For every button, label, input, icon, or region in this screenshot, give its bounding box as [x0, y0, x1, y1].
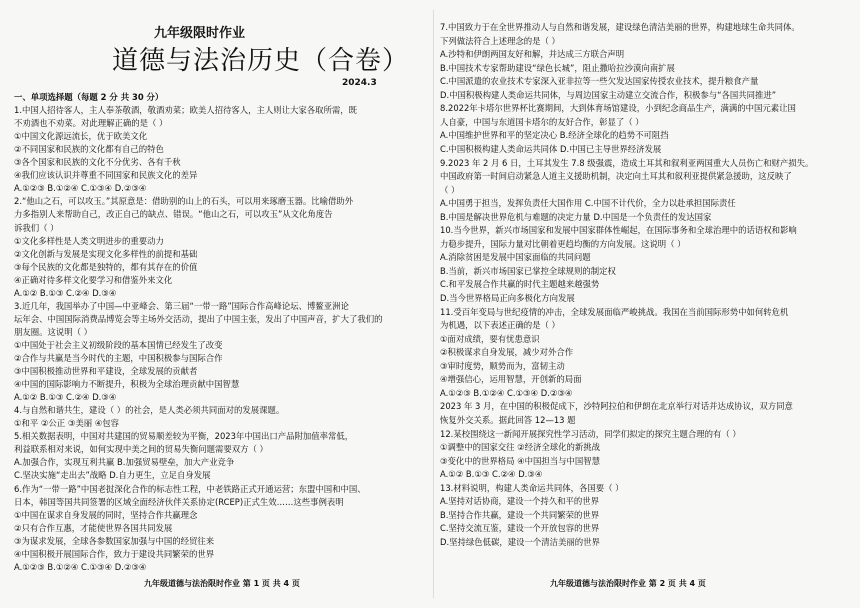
exam-date: 2024.3 — [342, 78, 377, 88]
page-1-line: ④中国积极开展国际合作，致力于建设共同繁荣的世界 — [14, 548, 215, 559]
page-2-line: （ ） — [440, 184, 460, 195]
page-2-line: ②积极谋求自身发展，减少对外合作 — [440, 347, 574, 358]
page-1-line: ④正确对待多样文化要学习和借鉴外来文化 — [14, 274, 173, 285]
page-1-line: 一、单项选择题（每题 2 分 共 30 分） — [14, 92, 164, 102]
page-1-line: 5.相关数据表明，中国对共建国的贸易顺差较为平衡，2023年中国出口产品附加值率常低， — [14, 431, 354, 442]
page-2-line: C.坚持交流互鉴，建设一个开放包容的世界 — [440, 523, 600, 534]
page-1-line: 坛年会、中国国际消费品博览会等主场外交活动，提出了中国主张，发出了中国声音，扩大了我们的 — [14, 313, 383, 324]
page-2-line: ③审时度势，顺势而为，富韧主动 — [440, 360, 565, 371]
page-1-line: A.①②③ B.①②④ C.①③④ D.②③④ — [14, 183, 147, 194]
page-2-line: 下列做法符合上述理念的是（ ） — [440, 35, 560, 46]
page-2-line: A.中国维护世界和平的坚定决心 B.经济全球化的趋势不可阻挡 — [440, 130, 669, 141]
page-2-line: 10.当今世界，新兴市场国家和发展中国家群体性崛起，在国际事务和全球治理中的话语权和影响 — [440, 225, 797, 236]
page-2-line: D.当今世界格局正向多极化方向发展 — [440, 293, 575, 303]
page-2-line: D.中国积极构建人类命运共同体，与周边国家主动建立交流合作，积极参与“各国共同推进” — [440, 89, 777, 100]
page-2-line: A.中国勇于担当，发挥负责任大国作用 C.中国不计代价，全力以赴承担国际责任 — [440, 198, 736, 209]
page-1-line: ②只有合作互惠，才能使世界各国共同发展 — [14, 522, 173, 533]
page-1-footer: 九年级道德与法治限时作业 第 1 页 共 4 页 — [144, 579, 300, 588]
page-2-line: D.坚持绿色低碳，建设一个清洁美丽的世界 — [440, 536, 600, 547]
page-1-line: 日本，韩国等国共同签署的区域全面经济伙伴关系协定(RCEP)正式生效……这些事例表明 — [14, 496, 344, 507]
page-2 — [440, 0, 858, 608]
page-1-line: A.加强合作，实现互利共赢 B.加强贸易壁垒，加大产业竞争 — [14, 457, 235, 468]
page-2-line: 9.2023 年 2 月 6 日，土耳其发生 7.8 级强震，造成土耳其和叙利亚两国重大人员伤亡和财产损失。 — [440, 157, 814, 168]
page-1-line: ②文化创新与发展是实现文化多样性的前提和基础 — [14, 248, 198, 259]
page-1-line: A.①② B.①③ C.②④ D.③④ — [14, 287, 117, 298]
page-2-line: B.当前，新兴市场国家已掌控全球规则的制定权 — [440, 265, 616, 276]
page-1-line: ③各个国家和民族的文化不分优劣、各有千秋 — [14, 157, 181, 168]
page-2-line: 11.受百年变局与世纪疫情的冲击，全球发展面临严峻挑战。我国在当前国际形势中如何转危机 — [440, 306, 789, 317]
page-2-line: A.沙特和伊朗两国友好和解，并达成三方联合声明 — [440, 49, 625, 60]
page-1-line: 4.与自然和谐共生，建设（ ）的社会，是人类必须共同面对的发展课题。 — [14, 405, 285, 416]
page-2-line: 8.2022年卡塔尔世界杯比赛期间，大到体育场馆建设，小到纪念商品生产，满满的中国元素让国 — [440, 103, 796, 114]
page-2-line: 2023 年 3 月，在中国的积极促成下，沙特阿拉伯和伊朗在北京举行对话并达成协议，双方同意 — [440, 401, 793, 412]
page-1-line: ③中国积极推动世界和平建设，全球发展的贡献者 — [14, 366, 198, 377]
page-1-line: 诉我们（ ） — [14, 222, 59, 233]
page-1 — [14, 0, 432, 608]
page-2-line: C.中国派遣的农业技术专家深入亚非拉等一些欠发达国家传授农业技术，提升粮食产量 — [440, 76, 759, 87]
page-1-line: ③为谋求发展，全球各参数国家加强与中国的经贸往来 — [14, 535, 215, 546]
page-1-line: ②合作与共赢是当今时代的主题，中国积极参与国际合作 — [14, 353, 223, 363]
page-1-line: C.坚决实施“走出去”战略 D.自力更生，立足自身发展 — [14, 470, 211, 481]
page-2-footer: 九年级道德与法治限时作业 第 2 页 共 4 页 — [550, 579, 706, 588]
series-title: 九年级限时作业 — [154, 26, 246, 41]
page-1-line: 朋友圈。这说明（ ） — [14, 326, 93, 337]
page-2-line: 7.中国致力于在全世界推动人与自然和谐发展，建设绿色清洁美丽的世界，构建地球生命共同体。 — [440, 22, 800, 32]
page-2-line: 中国政府第一时间启动紧急人道主义援助机制，决定向土耳其和叙利亚提供紧急援助，这反映了 — [440, 171, 792, 182]
page-1-line: ①中国在谋求自身发展的同时，坚持合作共赢理念 — [14, 509, 198, 520]
page-divider — [433, 10, 434, 598]
page-1-line: ③每个民族的文化都是独特的，都有其存在的价值 — [14, 261, 198, 272]
page-2-line: 12.某校围绕这一新闻开展探究性学习活动，同学们拟定的探究主题合理的有（ ） — [440, 428, 741, 439]
page-1-line: ①中国处于社会主义初级阶段的基本国情已经发生了改变 — [14, 339, 223, 350]
page-1-line: A.①②③ B.①②④ C.①③④ D.②③④ — [14, 561, 147, 572]
page-2-line: A.①②③ B.①②④ C.①③④ D.②③④ — [440, 387, 573, 398]
page-1-line: 利益联系相对来说，如何实现中美之间的贸易失衡问题需要双方（ ） — [14, 444, 268, 455]
page-1-line: 3.近几年，我国举办了中国—中亚峰会、第三届“一带一路”国际合作高峰论坛、博鳌亚洲论 — [14, 300, 349, 311]
page-2-line: A.①② B.①③ C.②④ D.③④ — [440, 469, 543, 480]
page-2-line: ①面对成绩，要有忧患意识 — [440, 333, 540, 344]
page-1-line: ①中国文化源远流长，优于欧美文化 — [14, 131, 148, 142]
page-2-line: ①调整中的国家交往 ②经济全球化的新挑战 — [440, 442, 601, 453]
page-2-line: B.中国是解决世界危机与难题的决定力量 D.中国是一个负责任的发达国家 — [440, 211, 712, 222]
page-1-line: ④中国的国际影响力不断提升，积极为全球治理贡献中国智慧 — [14, 379, 240, 390]
page-2-line: 13.材料说明，构建人类命运共同体，各国要（ ） — [440, 482, 624, 493]
page-2-line: ③变化中的世界格局 ④中国担当与中国智慧 — [440, 455, 601, 466]
page-1-line: ④我们应该认识并尊重不同国家和民族文化的差异 — [14, 170, 198, 181]
page-1-line: 1.中国人招待客人，主人奉茶敬酒，敬酒劝菜；欧美人招待客人，主人则让大家各取所需，既 — [14, 105, 357, 116]
page-1-line: 不劝酒也不劝菜。对此理解正确的是（ ） — [14, 118, 168, 129]
page-2-line: 为机遇，以下表述正确的是（ ） — [440, 320, 560, 331]
page-2-line: C.和平发展合作共赢的时代主题越来越强势 — [440, 279, 600, 290]
page-2-line: 恢复外交关系。据此回答 12—13 题 — [440, 414, 576, 425]
page-2-line: B.中国技术专家帮助建设“绿色长城”，阻止撒哈拉沙漠向南扩展 — [440, 62, 675, 73]
page-1-line: ②不同国家和民族的文化都有自己的特色 — [14, 144, 164, 155]
page-2-line: 力稳步提升，国际力量对比朝着更趋均衡的方向发展。这说明（ ） — [440, 238, 686, 249]
page-1-line: ①文化多样性是人类文明进步的重要动力 — [14, 235, 164, 246]
page-2-line: A.坚持对话协商，建设一个持久和平的世界 — [440, 496, 599, 507]
page-1-line: A.①② B.①③ C.②④ D.③④ — [14, 392, 117, 403]
page-1-line: 6.作为“一带一路”中国老挝深化合作的标志性工程，中老铁路正式开通运营；东盟中国和中国、 — [14, 483, 366, 494]
page-1-line: 力多指别人来帮助自己，改正自己的缺点、错误。“他山之石，可以攻玉”从文化角度告 — [14, 209, 333, 220]
page-1-line: ①和平 ②公正 ③美丽 ④包容 — [14, 418, 120, 429]
page-2-line: B.坚持合作共赢，建设一个共同繁荣的世界 — [440, 509, 600, 520]
page-2-line: 人自豪，中国与东道国卡塔尔的友好合作，彰显了（ ） — [440, 116, 644, 127]
page-1-line: 2.“他山之石，可以攻玉。”其原意是：借助别的山上的石头，可以用来琢磨玉器。比喻借助外 — [14, 196, 354, 207]
page-title: 道德与法治历史（合卷） — [112, 46, 410, 76]
page-2-line: ④增强信心，运用智慧，开创新的局面 — [440, 374, 582, 385]
page-2-line: A.消除贫困是发展中国家面临的共同问题 — [440, 252, 591, 263]
page-2-line: C.中国积极构建人类命运共同体 D.中国已主导世界经济发展 — [440, 143, 662, 154]
